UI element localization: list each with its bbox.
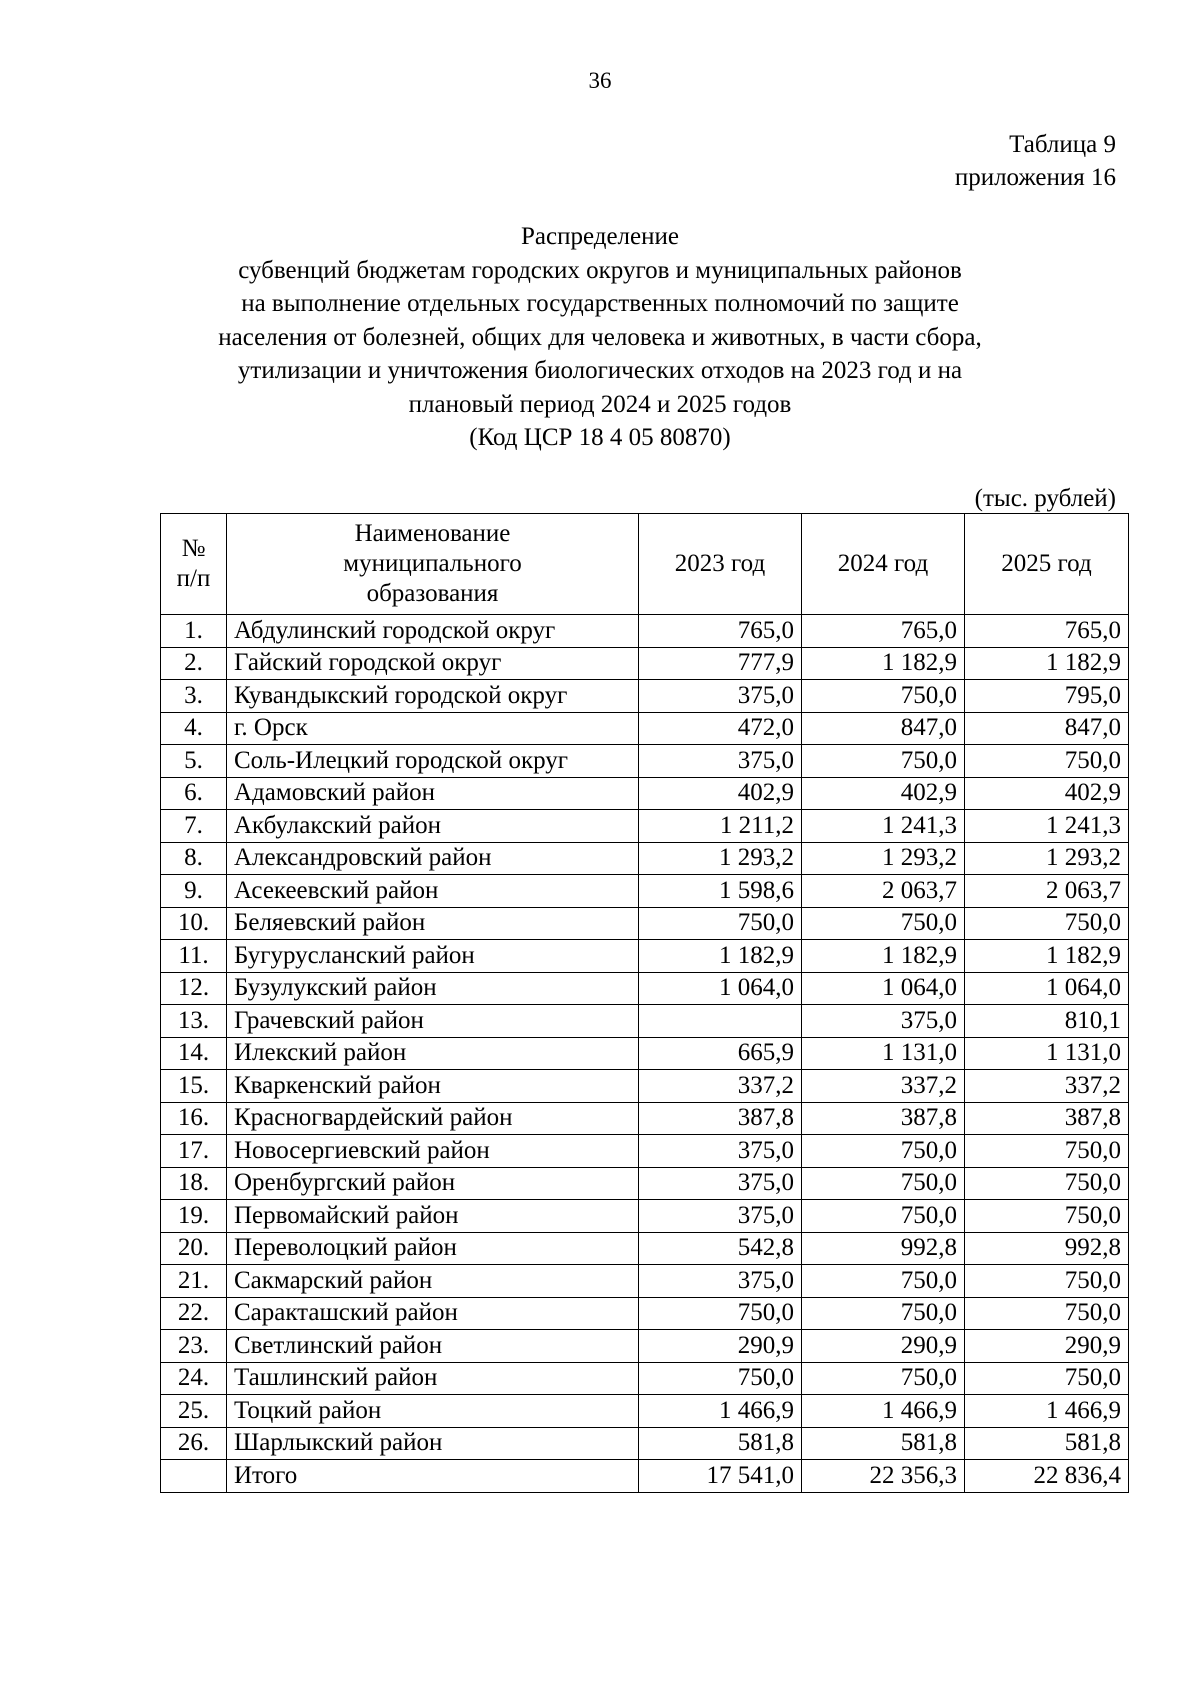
total-2025: 22 836,4 <box>965 1460 1129 1493</box>
table-row <box>161 842 1129 875</box>
value-2025: 750,0 <box>965 1362 1129 1395</box>
page-number: 36 <box>588 68 612 93</box>
value-2025: 1 293,2 <box>965 842 1129 875</box>
row-number: 14. <box>161 1037 227 1070</box>
total-label: Итого <box>227 1460 639 1493</box>
row-number: 19. <box>161 1200 227 1233</box>
value-2025: 765,0 <box>965 615 1129 648</box>
value-2024: 337,2 <box>802 1070 965 1103</box>
value-2023: 375,0 <box>639 1167 802 1200</box>
row-number: 3. <box>161 680 227 713</box>
header-number <box>161 514 227 615</box>
value-2024: 1 064,0 <box>802 972 965 1005</box>
table-row <box>161 1135 1129 1168</box>
value-2024: 1 131,0 <box>802 1037 965 1070</box>
row-number: 5. <box>161 745 227 778</box>
value-2025: 1 182,9 <box>965 940 1129 973</box>
value-2024: 375,0 <box>802 1005 965 1038</box>
value-2023: 402,9 <box>639 777 802 810</box>
value-2023: 375,0 <box>639 1265 802 1298</box>
municipality-name: Тоцкий район <box>227 1395 639 1428</box>
row-number: 8. <box>161 842 227 875</box>
row-number: 9. <box>161 875 227 908</box>
total-2024: 22 356,3 <box>802 1460 965 1493</box>
value-2023: 375,0 <box>639 745 802 778</box>
value-2023: 472,0 <box>639 712 802 745</box>
value-2023 <box>639 1005 802 1038</box>
table-row <box>161 1265 1129 1298</box>
row-number: 2. <box>161 647 227 680</box>
value-2025: 290,9 <box>965 1330 1129 1363</box>
row-number: 16. <box>161 1102 227 1135</box>
row-number: 6. <box>161 777 227 810</box>
units-label: (тыс. рублей) <box>974 485 1116 512</box>
total-number-cell <box>161 1460 227 1493</box>
municipality-name: Ташлинский район <box>227 1362 639 1395</box>
value-2025: 750,0 <box>965 1265 1129 1298</box>
value-2023: 581,8 <box>639 1427 802 1460</box>
value-2025: 387,8 <box>965 1102 1129 1135</box>
value-2025: 1 466,9 <box>965 1395 1129 1428</box>
row-number: 20. <box>161 1232 227 1265</box>
table-row <box>161 615 1129 648</box>
row-number: 12. <box>161 972 227 1005</box>
value-2023: 765,0 <box>639 615 802 648</box>
municipality-name: Переволоцкий район <box>227 1232 639 1265</box>
value-2025: 750,0 <box>965 1297 1129 1330</box>
row-number: 10. <box>161 907 227 940</box>
title-line-3: на выполнение отдельных государственных полномочий по защите <box>241 290 959 317</box>
municipality-name: Первомайский район <box>227 1200 639 1233</box>
municipality-name: Сакмарский район <box>227 1265 639 1298</box>
table-row <box>161 1395 1129 1428</box>
row-number: 23. <box>161 1330 227 1363</box>
municipality-name: Красногвардейский район <box>227 1102 639 1135</box>
value-2024: 750,0 <box>802 907 965 940</box>
value-2024: 1 293,2 <box>802 842 965 875</box>
value-2023: 1 466,9 <box>639 1395 802 1428</box>
value-2025: 581,8 <box>965 1427 1129 1460</box>
total-row <box>161 1460 1129 1493</box>
value-2024: 750,0 <box>802 1167 965 1200</box>
table-row <box>161 1102 1129 1135</box>
table-row <box>161 875 1129 908</box>
table-row <box>161 1362 1129 1395</box>
value-2024: 290,9 <box>802 1330 965 1363</box>
value-2025: 992,8 <box>965 1232 1129 1265</box>
value-2025: 1 241,3 <box>965 810 1129 843</box>
value-2023: 375,0 <box>639 680 802 713</box>
title-line-6: плановый период 2024 и 2025 годов <box>408 390 792 418</box>
table-row <box>161 907 1129 940</box>
value-2023: 375,0 <box>639 1135 802 1168</box>
table-row <box>161 1037 1129 1070</box>
value-2023: 1 598,6 <box>639 875 802 908</box>
value-2025: 750,0 <box>965 1135 1129 1168</box>
distribution-table <box>160 513 1129 1493</box>
header-name-line-3: образования <box>366 580 499 607</box>
title-code-line: (Код ЦСР 18 4 05 80870) <box>469 424 731 451</box>
value-2024: 765,0 <box>802 615 965 648</box>
table-row <box>161 712 1129 745</box>
municipality-name: Шарлыкский район <box>227 1427 639 1460</box>
table-row <box>161 1070 1129 1103</box>
header-number-sign: № <box>181 535 206 562</box>
value-2024: 581,8 <box>802 1427 965 1460</box>
title-line-1: Распределение <box>521 223 679 250</box>
value-2023: 1 182,9 <box>639 940 802 973</box>
value-2023: 375,0 <box>639 1200 802 1233</box>
value-2023: 387,8 <box>639 1102 802 1135</box>
row-number: 7. <box>161 810 227 843</box>
total-2023: 17 541,0 <box>639 1460 802 1493</box>
value-2024: 847,0 <box>802 712 965 745</box>
value-2023: 750,0 <box>639 1297 802 1330</box>
row-number: 11. <box>161 940 227 973</box>
row-number: 26. <box>161 1427 227 1460</box>
value-2024: 750,0 <box>802 1135 965 1168</box>
table-row <box>161 1232 1129 1265</box>
document-title <box>0 220 1200 455</box>
municipality-name: Акбулакский район <box>227 810 639 843</box>
value-2024: 1 241,3 <box>802 810 965 843</box>
value-2023: 777,9 <box>639 647 802 680</box>
value-2024: 992,8 <box>802 1232 965 1265</box>
table-row <box>161 1427 1129 1460</box>
table-body <box>161 615 1129 1493</box>
table-header-row <box>161 514 1129 615</box>
table-row <box>161 1330 1129 1363</box>
value-2023: 1 064,0 <box>639 972 802 1005</box>
value-2023: 750,0 <box>639 1362 802 1395</box>
table-row <box>161 972 1129 1005</box>
value-2023: 1 211,2 <box>639 810 802 843</box>
municipality-name: Гайский городской округ <box>227 647 639 680</box>
header-2023: 2023 год <box>639 514 802 615</box>
title-line-5: утилизации и уничтожения биологических отходов на 2023 год и на <box>237 357 963 384</box>
table-row <box>161 940 1129 973</box>
value-2024: 750,0 <box>802 680 965 713</box>
municipality-name: Кувандыкский городской округ <box>227 680 639 713</box>
value-2024: 2 063,7 <box>802 875 965 908</box>
table-row <box>161 680 1129 713</box>
value-2023: 750,0 <box>639 907 802 940</box>
table-row <box>161 1297 1129 1330</box>
value-2024: 750,0 <box>802 1200 965 1233</box>
value-2025: 750,0 <box>965 1200 1129 1233</box>
value-2025: 2 063,7 <box>965 875 1129 908</box>
municipality-name: Грачевский район <box>227 1005 639 1038</box>
value-2023: 665,9 <box>639 1037 802 1070</box>
appendix-table-label: Таблица 9 <box>1009 131 1116 158</box>
municipality-name: Бузулукский район <box>227 972 639 1005</box>
value-2025: 337,2 <box>965 1070 1129 1103</box>
value-2025: 795,0 <box>965 680 1129 713</box>
value-2025: 750,0 <box>965 745 1129 778</box>
value-2024: 402,9 <box>802 777 965 810</box>
municipality-name: Новосергиевский район <box>227 1135 639 1168</box>
appendix-annex-label: приложения 16 <box>954 164 1116 191</box>
value-2023: 337,2 <box>639 1070 802 1103</box>
municipality-name: Беляевский район <box>227 907 639 940</box>
value-2025: 1 064,0 <box>965 972 1129 1005</box>
municipality-name: Светлинский район <box>227 1330 639 1363</box>
header-2024: 2024 год <box>802 514 965 615</box>
value-2024: 750,0 <box>802 1265 965 1298</box>
value-2024: 1 182,9 <box>802 940 965 973</box>
table-row <box>161 810 1129 843</box>
value-2025: 1 182,9 <box>965 647 1129 680</box>
municipality-name: Адамовский район <box>227 777 639 810</box>
value-2023: 542,8 <box>639 1232 802 1265</box>
municipality-name: Александровский район <box>227 842 639 875</box>
row-number: 13. <box>161 1005 227 1038</box>
value-2024: 387,8 <box>802 1102 965 1135</box>
municipality-name: г. Орск <box>227 712 639 745</box>
municipality-name: Саракташский район <box>227 1297 639 1330</box>
row-number: 24. <box>161 1362 227 1395</box>
header-number-abbr: п/п <box>176 565 211 592</box>
table-row <box>161 1167 1129 1200</box>
row-number: 4. <box>161 712 227 745</box>
table-row <box>161 1200 1129 1233</box>
value-2024: 1 466,9 <box>802 1395 965 1428</box>
header-2025: 2025 год <box>965 514 1129 615</box>
municipality-name: Соль-Илецкий городской округ <box>227 745 639 778</box>
table-row <box>161 1005 1129 1038</box>
value-2023: 1 293,2 <box>639 842 802 875</box>
value-2024: 750,0 <box>802 1297 965 1330</box>
value-2025: 402,9 <box>965 777 1129 810</box>
municipality-name: Абдулинский городской округ <box>227 615 639 648</box>
table-row <box>161 647 1129 680</box>
value-2025: 1 131,0 <box>965 1037 1129 1070</box>
municipality-name: Бугурусланский район <box>227 940 639 973</box>
row-number: 1. <box>161 615 227 648</box>
municipality-name: Кваркенский район <box>227 1070 639 1103</box>
table-row <box>161 745 1129 778</box>
municipality-name: Оренбургский район <box>227 1167 639 1200</box>
row-number: 17. <box>161 1135 227 1168</box>
value-2025: 847,0 <box>965 712 1129 745</box>
municipality-name: Асекеевский район <box>227 875 639 908</box>
row-number: 18. <box>161 1167 227 1200</box>
title-line-2: субвенций бюджетам городских округов и муниципальных районов <box>238 256 962 284</box>
value-2025: 810,1 <box>965 1005 1129 1038</box>
value-2024: 750,0 <box>802 1362 965 1395</box>
value-2024: 1 182,9 <box>802 647 965 680</box>
value-2025: 750,0 <box>965 1167 1129 1200</box>
header-name <box>227 514 639 615</box>
value-2025: 750,0 <box>965 907 1129 940</box>
title-line-4: населения от болезней, общих для человека и животных, в части сбора, <box>218 323 982 351</box>
header-name-line-2: муниципального <box>343 550 522 577</box>
row-number: 25. <box>161 1395 227 1428</box>
appendix-reference <box>716 128 1116 194</box>
municipality-name: Илекский район <box>227 1037 639 1070</box>
value-2024: 750,0 <box>802 745 965 778</box>
row-number: 15. <box>161 1070 227 1103</box>
row-number: 22. <box>161 1297 227 1330</box>
header-name-line-1: Наименование <box>354 520 511 547</box>
table-row <box>161 777 1129 810</box>
value-2023: 290,9 <box>639 1330 802 1363</box>
row-number: 21. <box>161 1265 227 1298</box>
